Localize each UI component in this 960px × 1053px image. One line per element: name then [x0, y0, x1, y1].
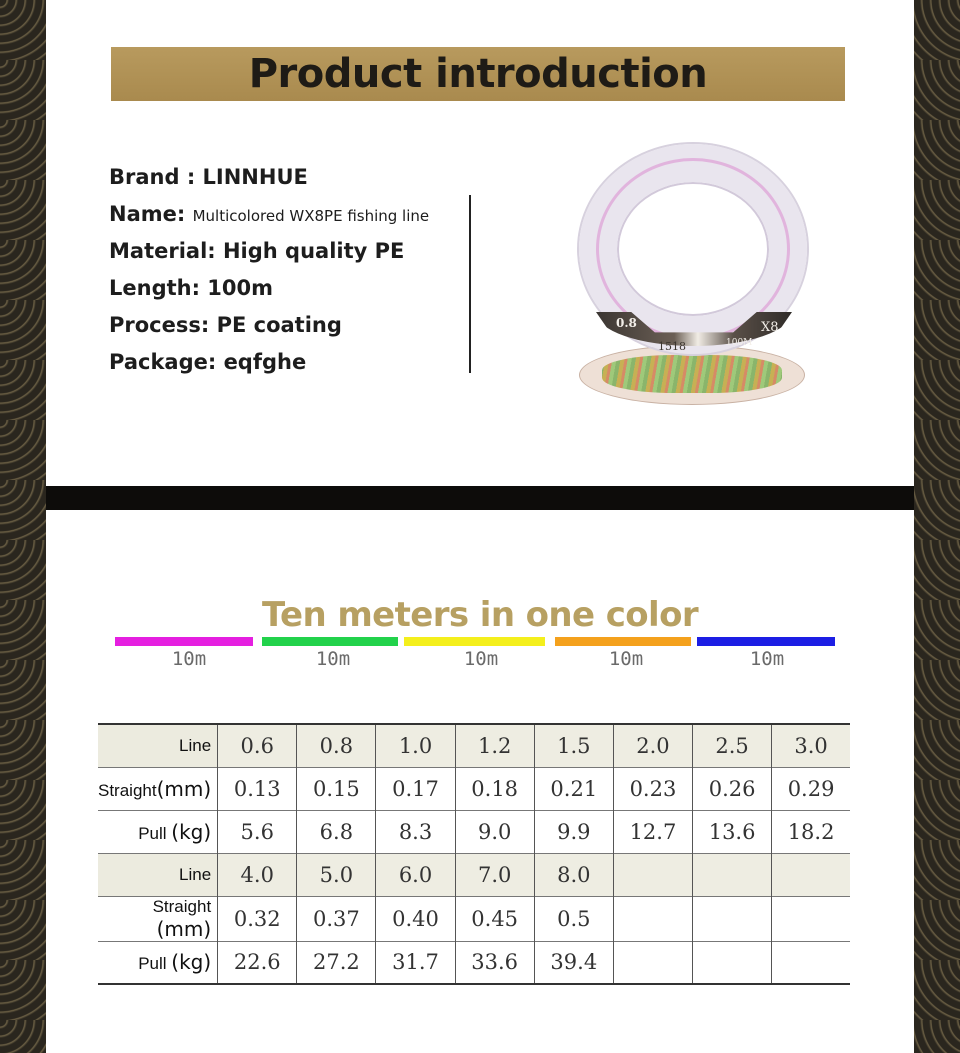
- table-cell: 0.40: [376, 896, 455, 941]
- table-row: [98, 724, 850, 767]
- spec-package: [109, 350, 429, 387]
- color-bar-yellow: [404, 637, 545, 646]
- table-cell: 8.0: [534, 853, 613, 896]
- section-separator: [46, 486, 914, 510]
- table-cell: 2.5: [693, 724, 772, 767]
- color-bar-orange: [555, 637, 691, 646]
- row-header-label: Pull: [138, 954, 172, 974]
- color-label-4: 10m: [608, 648, 644, 670]
- table-cell: 4.0: [218, 853, 297, 896]
- table-cell: 0.32: [218, 896, 297, 941]
- table-cell: [693, 853, 772, 896]
- row-header: [98, 896, 218, 941]
- color-label-1: 10m: [171, 648, 207, 670]
- table-cell: 6.8: [297, 810, 376, 853]
- table-cell: 0.26: [693, 767, 772, 810]
- spec-material: [109, 239, 429, 276]
- intro-title: Product introduction: [248, 51, 708, 97]
- table-cell: 0.13: [218, 767, 297, 810]
- row-header: [98, 810, 218, 853]
- table-cell: 0.6: [218, 724, 297, 767]
- intro-banner: [111, 47, 845, 101]
- table-cell: 12.7: [613, 810, 692, 853]
- table-cell: [772, 896, 850, 941]
- table-cell: 0.5: [534, 896, 613, 941]
- table-cell: 0.18: [455, 767, 534, 810]
- table-cell: 2.0: [613, 724, 692, 767]
- row-header-label: Pull: [138, 823, 172, 843]
- row-header-label: Line: [179, 864, 212, 884]
- table-row: [98, 853, 850, 896]
- table-cell: 31.7: [376, 941, 455, 984]
- table-cell: [613, 896, 692, 941]
- spec-brand: [109, 165, 429, 202]
- spec-name: [109, 202, 429, 239]
- spec-table: [98, 723, 850, 985]
- spec-table-panel: [46, 510, 914, 1053]
- wave-border-right: [914, 0, 960, 1053]
- table-cell: 33.6: [455, 941, 534, 984]
- row-header: [98, 767, 218, 810]
- spec-table-body: [98, 724, 850, 984]
- spool-model-text: X8: [761, 320, 779, 335]
- table-cell: 9.0: [455, 810, 534, 853]
- table-cell: [772, 941, 850, 984]
- table-cell: 1.5: [534, 724, 613, 767]
- table-row: [98, 896, 850, 941]
- color-bar-blue: [697, 637, 835, 646]
- table-cell: 0.15: [297, 767, 376, 810]
- table-cell: [693, 896, 772, 941]
- table-cell: 18.2: [772, 810, 850, 853]
- table-cell: 7.0: [455, 853, 534, 896]
- spool-image: [576, 140, 816, 410]
- table-cell: 0.37: [297, 896, 376, 941]
- row-header-unit: (kg): [171, 819, 212, 844]
- table-row: [98, 767, 850, 810]
- spec-process: [109, 313, 429, 350]
- table-cell: 5.0: [297, 853, 376, 896]
- table-row: [98, 810, 850, 853]
- table-cell: 13.6: [693, 810, 772, 853]
- wave-border-left: [0, 0, 46, 1053]
- spool-length-text: 100M: [726, 338, 753, 348]
- row-header: [98, 941, 218, 984]
- table-cell: [693, 941, 772, 984]
- row-header-label: Straight: [98, 780, 157, 800]
- spec-brand-text: Brand : LINNHUE: [109, 165, 308, 189]
- row-header-unit: (mm): [156, 776, 212, 801]
- color-label-3: 10m: [463, 648, 499, 670]
- table-cell: 1.2: [455, 724, 534, 767]
- table-cell: [772, 853, 850, 896]
- table-cell: 6.0: [376, 853, 455, 896]
- table-cell: [613, 853, 692, 896]
- spool-line: [602, 355, 782, 393]
- table-cell: 0.17: [376, 767, 455, 810]
- table-cell: 0.8: [297, 724, 376, 767]
- spec-name-value: Multicolored WX8PE fishing line: [192, 207, 430, 225]
- color-bar-magenta: [115, 637, 253, 646]
- spec-length-text: Length: 100m: [109, 276, 274, 300]
- spec-package-text: Package: eqfghe: [109, 350, 307, 374]
- table-cell: 0.45: [455, 896, 534, 941]
- spec-list: [109, 165, 429, 387]
- table-cell: 9.9: [534, 810, 613, 853]
- color-title: Ten meters in one color: [261, 595, 699, 635]
- row-header: [98, 853, 218, 896]
- table-cell: [613, 941, 692, 984]
- spool-code-text: 1518: [658, 340, 686, 353]
- spec-length: [109, 276, 429, 313]
- row-header-unit: (mm): [156, 916, 212, 941]
- color-label-5: 10m: [749, 648, 785, 670]
- table-cell: 3.0: [772, 724, 850, 767]
- color-bar-green: [262, 637, 398, 646]
- table-cell: 0.23: [613, 767, 692, 810]
- table-cell: 0.29: [772, 767, 850, 810]
- table-cell: 22.6: [218, 941, 297, 984]
- row-header-label: Straight: [152, 896, 212, 916]
- table-cell: 1.0: [376, 724, 455, 767]
- table-cell: 5.6: [218, 810, 297, 853]
- spec-material-text: Material: High quality PE: [109, 239, 405, 263]
- spool-size-text: 0.8: [616, 316, 637, 330]
- table-cell: 0.21: [534, 767, 613, 810]
- row-header-unit: (kg): [171, 950, 212, 975]
- product-intro-panel: [46, 0, 914, 486]
- table-row: [98, 941, 850, 984]
- spec-process-text: Process: PE coating: [109, 313, 342, 337]
- spec-divider: [469, 195, 471, 373]
- color-label-2: 10m: [315, 648, 351, 670]
- row-header-label: Line: [179, 735, 212, 755]
- row-header: [98, 724, 218, 767]
- table-cell: 39.4: [534, 941, 613, 984]
- spec-name-label: Name:: [109, 202, 193, 226]
- table-cell: 8.3: [376, 810, 455, 853]
- table-cell: 27.2: [297, 941, 376, 984]
